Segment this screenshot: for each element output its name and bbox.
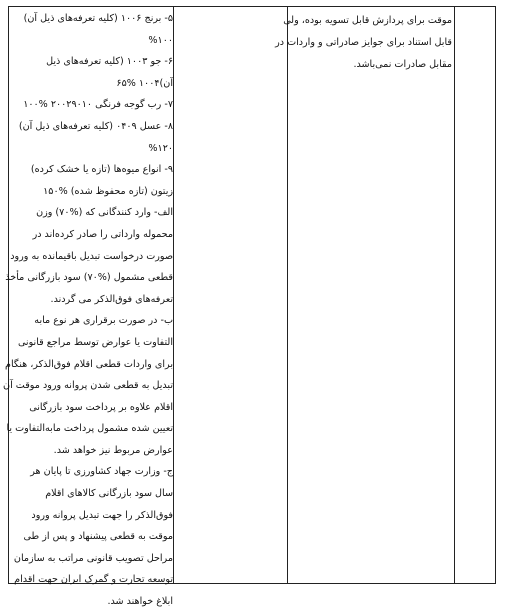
text-line: %۱۲۰ [148, 142, 173, 154]
text-line: ب- در صورت برقراری هر نوع مابه [34, 315, 173, 327]
text-line: اقلام علاوه بر پرداخت سود بازرگانی [29, 401, 173, 413]
text-line: ابلاغ خواهند شد. [107, 596, 173, 608]
text-line: عوارض مربوط نیز خواهد شد. [53, 444, 173, 456]
column-divider [173, 6, 174, 584]
text-line: ۹- انواع میوه‌ها (تازه یا خشک کرده) [30, 164, 173, 176]
text-line: موقت به قطعی پیشنهاد و پس از طی [23, 531, 173, 543]
text-line: تعیین شده مشمول پرداخت مابه‌التفاوت یا [6, 423, 173, 435]
text-line: موقت برای پردازش قابل تسویه بوده، ولی [283, 15, 452, 26]
text-line: %۱۰۰ [148, 34, 173, 46]
text-line: سال سود بازرگانی کالاهای اقلام [45, 488, 173, 500]
table-cell-right [275, 10, 452, 76]
text-line: ۶- جو ۱۰۰۳ (کلیه تعرفه‌های ذیل [46, 56, 173, 68]
text-line: برای واردات قطعی اقلام فوق‌الذکر، هنگام [5, 358, 173, 370]
text-line: فوق‌الذکر را جهت تبدیل پروانه ورود [31, 509, 173, 521]
text-line: قطعی مشمول (%۷۰) سود بازرگانی مأخذ [5, 272, 173, 284]
text-line: ۵- برنج ۱۰۰۶ (کلیه تعرفه‌های ذیل آن) [23, 13, 173, 24]
table-cell-left [3, 8, 173, 613]
text-line: تبدیل به قطعی شدن پروانه ورود موقت آن [3, 380, 173, 392]
text-line: تعرفه‌های فوق‌الذکر می گردند. [50, 293, 173, 305]
text-line: ۷- رب گوجه فرنگی ۲۰۰۲۹۰۱۰ %۱۰۰ [23, 99, 173, 111]
text-line: زیتون (تازه محفوظ شده) %۱۵۰ [43, 185, 173, 197]
column-divider [287, 6, 288, 584]
text-line: ۸- عسل ۰۴۰۹ (کلیه تعرفه‌های ذیل آن) [18, 120, 173, 132]
text-line: مراحل تصویب قانونی مراتب به سازمان [13, 552, 173, 564]
text-line: الف- وارد کنندگانی که (%۷۰) وزن [36, 207, 173, 219]
text-line: توسعه تجارت و گمرک ایران جهت اقدام [14, 574, 173, 586]
text-line: آن)۱۰۰۴ %۶۵ [116, 77, 173, 89]
text-line: قابل استناد برای جوایز صادراتی و واردات در [275, 37, 452, 48]
text-line: التفاوت یا عوارض توسط مراجع قانونی [17, 336, 173, 348]
text-line: مقابل صادرات نمی‌باشد. [353, 59, 452, 70]
text-line: ج- وزارت جهاد کشاورزی تا پایان هر [30, 466, 173, 478]
column-divider [454, 6, 455, 584]
text-line: محموله وارداتی را صادر کرده‌اند در [32, 228, 173, 240]
text-line: صورت درخواست تبدیل باقیمانده به ورود [10, 250, 173, 262]
